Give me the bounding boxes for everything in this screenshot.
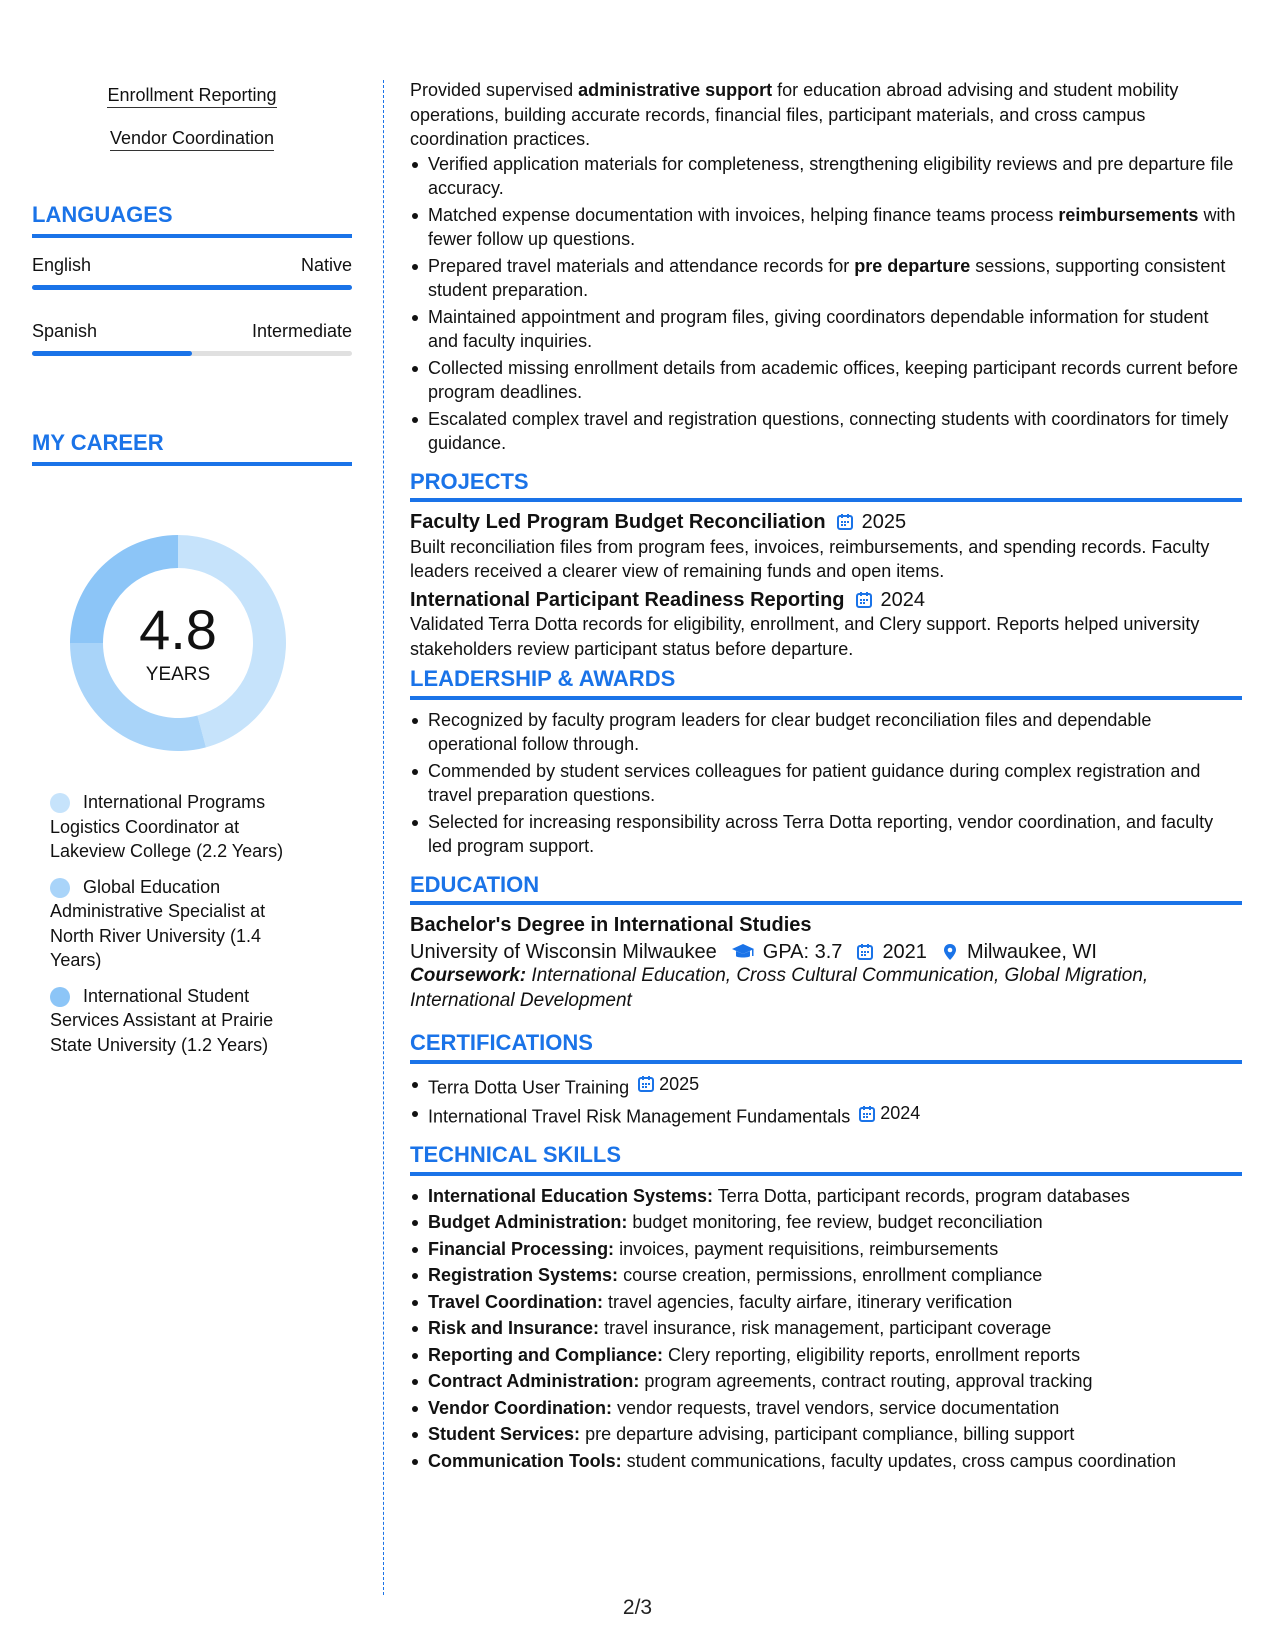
- language-proficiency-fill: [32, 351, 192, 356]
- calendar-icon: [858, 1105, 876, 1123]
- technical-skill-value: travel insurance, risk management, participant coverage: [599, 1318, 1052, 1338]
- experience-bullet: [410, 407, 1242, 456]
- project-title: Faculty Led Program Budget Reconciliation: [410, 511, 826, 533]
- technical-skill-label: Student Services:: [428, 1424, 581, 1444]
- technical-skill-value: invoices, payment requisitions, reimbursements: [614, 1238, 999, 1259]
- career-total-value: 4.8: [139, 598, 217, 661]
- project-title: International Participant Readiness Reporting: [410, 588, 845, 611]
- degree-title: Bachelor's Degree in International Studies: [410, 914, 812, 936]
- project-year-text: 2025: [861, 511, 907, 533]
- bullet-text: Matched expense documentation with invoices, helping finance teams process: [428, 204, 1059, 225]
- technical-skill-label: Risk and Insurance:: [428, 1318, 600, 1338]
- certification-item: [410, 1101, 1242, 1129]
- technical-skill-item: [410, 1343, 1242, 1368]
- leadership-heading: LEADERSHIP & AWARDS: [410, 667, 1242, 700]
- project-year-text: 2024: [880, 588, 926, 611]
- language-proficiency-bar: [32, 351, 352, 356]
- technical-skill-item: [410, 1396, 1242, 1421]
- technical-skill-value: travel agencies, faculty airfare, itinerary verification: [603, 1291, 1013, 1312]
- leadership-bullets: [410, 708, 1242, 859]
- bullet-text: Verified application materials for completeness, strengthening eligibility reviews and pre departure file accuracy.: [428, 153, 1234, 198]
- location-pin-icon: [941, 943, 959, 961]
- project-description: Validated Terra Dotta records for eligibility, enrollment, and Clery support. Reports helped university stakeholders review participant status before departure.: [410, 614, 1200, 659]
- bullet-text: sessions, supporting consistent student preparation.: [428, 255, 1226, 300]
- experience-bullet: [410, 203, 1242, 252]
- intro-text: Provided supervised: [410, 80, 579, 100]
- bullet-bold-text: pre departure: [854, 255, 971, 276]
- project-year: [836, 510, 907, 535]
- calendar-icon: [637, 1075, 655, 1093]
- technical-skill-item: [410, 1422, 1242, 1447]
- school-location: [941, 940, 1097, 965]
- technical-skill-value: Clery reporting, eligibility reports, enrollment reports: [663, 1344, 1081, 1365]
- certification-item: [410, 1072, 1242, 1100]
- experience-bullet: [410, 254, 1242, 303]
- certification-year: [858, 1101, 920, 1126]
- bullet-text: Collected missing enrollment details from academic offices, keeping participant records current before program deadlines.: [428, 357, 1239, 402]
- technical-skill-item: [410, 1369, 1242, 1394]
- experience-bullet: [410, 152, 1242, 201]
- school-name: [410, 940, 717, 965]
- coursework: [410, 964, 1242, 1013]
- technical-skill-label: Financial Processing:: [428, 1238, 615, 1259]
- technical-skill-item: [410, 1263, 1242, 1288]
- projects-heading: PROJECTS: [410, 470, 1242, 503]
- experience-bullet: [410, 305, 1242, 354]
- language-proficiency-fill: [32, 285, 352, 290]
- technical-skill-item: [410, 1290, 1242, 1315]
- technical-skill-label: Reporting and Compliance:: [428, 1344, 664, 1365]
- career-total-unit: YEARS: [145, 664, 211, 685]
- technical-skill-value: vendor requests, travel vendors, service documentation: [612, 1397, 1060, 1418]
- language-proficiency-bar: [32, 285, 352, 290]
- calendar-icon: [855, 591, 873, 609]
- career-item-text: International Programs Logistics Coordinator at Lakeview College (2.2 Years): [50, 792, 284, 861]
- technical-skill-label: International Education Systems:: [428, 1185, 714, 1206]
- technical-skill-label: Communication Tools:: [428, 1450, 622, 1471]
- technical-skill-value: budget monitoring, fee review, budget reconciliation: [627, 1212, 1043, 1232]
- technical-skill-label: Registration Systems:: [428, 1265, 619, 1285]
- career-heading: MY CAREER: [32, 430, 352, 466]
- technical-skill-value: student communications, faculty updates, cross campus coordination: [621, 1450, 1176, 1471]
- bullet-text: Escalated complex travel and registration questions, connecting students with coordinators for timely guidance.: [428, 408, 1229, 453]
- skill-tag-label: Vendor Coordination: [110, 128, 274, 151]
- technical-skill-value: course creation, permissions, enrollment compliance: [618, 1265, 1043, 1285]
- career-item-text: International Student Services Assistant at Prairie State University (1.2 Years): [50, 985, 274, 1055]
- gpa-text: GPA: 3.7: [762, 940, 843, 963]
- project-title-row: [410, 510, 1242, 535]
- project-description: Built reconciliation files from program fees, invoices, reimbursements, and spending records. Faculty leaders received a clearer view of remaining funds and open items.: [410, 536, 1210, 581]
- technical-skill-item: [410, 1449, 1242, 1474]
- certification-year-text: 2025: [659, 1073, 700, 1094]
- education-heading: EDUCATION: [410, 873, 1242, 906]
- graduation-year-text: 2021: [882, 940, 927, 963]
- language-name: English: [32, 255, 92, 275]
- graduation-year: [856, 940, 927, 965]
- technical-skill-item: [410, 1316, 1242, 1341]
- technical-skill-label: Contract Administration:: [428, 1371, 640, 1391]
- skill-tag: [32, 85, 352, 106]
- coursework-label: Coursework:: [410, 965, 527, 986]
- calendar-icon: [836, 513, 854, 531]
- experience-bullet: [410, 356, 1242, 405]
- project-title-row: [410, 588, 1242, 613]
- career-color-dot: [50, 878, 70, 898]
- career-list: [50, 790, 310, 1068]
- career-donut-center: [65, 530, 291, 756]
- education-details: [410, 940, 1242, 965]
- calendar-icon: [856, 943, 874, 961]
- certification-name: Terra Dotta User Training: [428, 1076, 630, 1097]
- intro-bold-text: administrative support: [578, 80, 773, 100]
- skill-tag: [32, 128, 352, 149]
- skill-tag-label: Enrollment Reporting: [107, 85, 276, 108]
- graduation-cap-icon: [731, 943, 755, 961]
- career-color-dot: [50, 987, 70, 1007]
- technical-skill-item: [410, 1237, 1242, 1262]
- bullet-text: Maintained appointment and program files, giving coordinators dependable information for student and faculty inquiries.: [428, 306, 1209, 351]
- language-name: Spanish: [32, 321, 98, 341]
- school-location-text: Milwaukee, WI: [966, 940, 1097, 963]
- intro-text: for education abroad advising and student mobility operations, building accurate records, financial files, participant materials, and cross campus coordination practices.: [410, 80, 1179, 149]
- career-color-dot: [50, 793, 70, 813]
- certification-year: [637, 1072, 699, 1097]
- language-row: [32, 321, 352, 342]
- bullet-text: with fewer follow up questions.: [428, 204, 1236, 249]
- bullet-bold-text: reimbursements: [1058, 204, 1199, 225]
- language-row: [32, 255, 352, 276]
- career-item-text: Global Education Administrative Specialist at North River University (1.4 Years): [50, 876, 266, 970]
- main-content: [410, 78, 1242, 1475]
- certifications-heading: CERTIFICATIONS: [410, 1031, 1242, 1064]
- school-name-text: University of Wisconsin Milwaukee: [410, 940, 717, 963]
- technical-skills-list: [410, 1184, 1242, 1474]
- column-divider: [383, 80, 384, 1595]
- career-item: [50, 790, 310, 864]
- technical-skill-value: Terra Dotta, participant records, program databases: [713, 1185, 1130, 1206]
- career-item: [50, 984, 310, 1058]
- experience-intro: [410, 78, 1242, 152]
- technical-skill-value: pre departure advising, participant compliance, billing support: [580, 1424, 1075, 1444]
- coursework-text: International Education, Cross Cultural Communication, Global Migration, International Development: [410, 965, 1149, 1011]
- technical-skills-heading: TECHNICAL SKILLS: [410, 1143, 1242, 1176]
- certification-name: International Travel Risk Management Fundamentals: [428, 1106, 851, 1127]
- language-level: Native: [300, 255, 352, 275]
- leadership-bullet: Selected for increasing responsibility across Terra Dotta reporting, vendor coordination, and faculty led program support.: [410, 810, 1242, 859]
- page-number: 2/3: [622, 1596, 653, 1619]
- language-level: Intermediate: [251, 321, 352, 341]
- technical-skill-item: [410, 1184, 1242, 1209]
- experience-bullets: [410, 152, 1242, 456]
- leadership-bullet: Recognized by faculty program leaders for clear budget reconciliation files and dependable operational follow through.: [410, 708, 1242, 757]
- bullet-text: Prepared travel materials and attendance records for: [428, 255, 855, 276]
- technical-skill-label: Vendor Coordination:: [428, 1397, 612, 1418]
- technical-skill-label: Budget Administration:: [428, 1212, 628, 1232]
- project-year: [855, 588, 926, 613]
- gpa: [731, 940, 843, 965]
- languages-heading: LANGUAGES: [32, 202, 352, 238]
- certifications-list: [410, 1072, 1242, 1130]
- technical-skill-label: Travel Coordination:: [428, 1291, 604, 1312]
- career-item: [50, 875, 310, 973]
- technical-skill-value: program agreements, contract routing, approval tracking: [639, 1371, 1093, 1391]
- certification-year-text: 2024: [880, 1103, 921, 1124]
- technical-skill-item: [410, 1210, 1242, 1235]
- leadership-bullet: Commended by student services colleagues for patient guidance during complex registration and travel preparation questions.: [410, 759, 1242, 808]
